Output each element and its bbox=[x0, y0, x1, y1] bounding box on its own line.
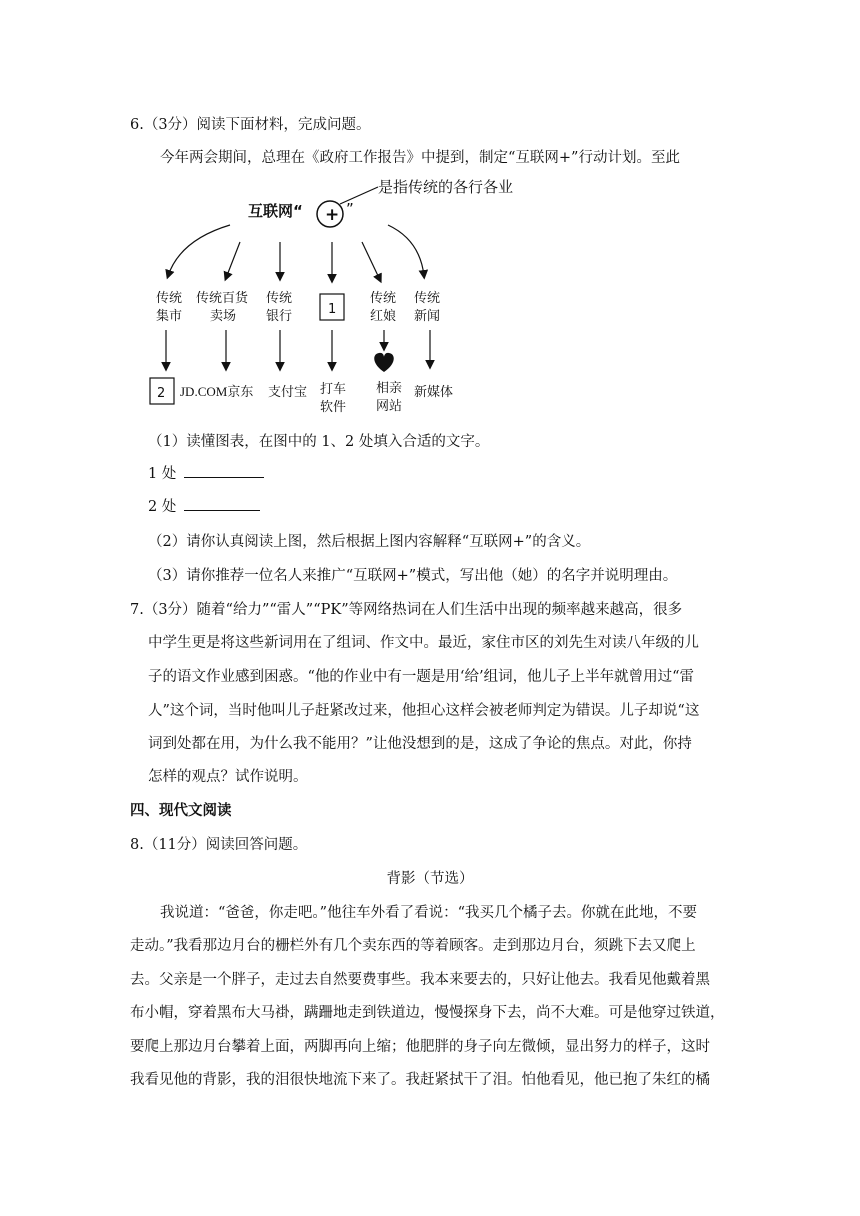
q6-intro: 今年两会期间，总理在《政府工作报告》中提到，制定“互联网+”行动计划。至此 bbox=[160, 150, 680, 166]
q7-line: 怎样的观点？试作说明。 bbox=[148, 769, 308, 785]
q6-sub1: （1）读懂图表，在图中的 1、2 处填入合适的文字。 bbox=[148, 434, 490, 450]
node-traditional-matchmaker: 传统 bbox=[370, 291, 397, 306]
q7-line: 中学生更是将这些新词用在了组词、作文中。最近，家住市区的刘先生对读八年级的儿 bbox=[148, 635, 699, 651]
answer-blank-2[interactable] bbox=[184, 496, 260, 511]
blank2-label: 2 处 bbox=[148, 499, 177, 515]
node-new-media: 新媒体 bbox=[414, 385, 454, 400]
passage-line: 要爬上那边月台攀着上面，两脚再向上缩；他肥胖的身子向左微倾，显出努力的样子，这时 bbox=[130, 1039, 710, 1055]
q6-sub3: （3）请你推荐一位名人来推广“互联网+”模式，写出他（她）的名字并说明理由。 bbox=[148, 568, 678, 584]
q7-line: 词到处都在用，为什么我不能用？”让他没想到的是，这成了争论的焦点。对此，你持 bbox=[148, 736, 692, 752]
q8-header: 8.（11分）阅读回答问题。 bbox=[130, 837, 308, 853]
node-traditional-store: 传统百货 bbox=[196, 291, 249, 306]
node-traditional-matchmaker-2: 红娘 bbox=[370, 309, 397, 324]
passage-title: 背影（节选） bbox=[386, 871, 474, 887]
plus-sign: + bbox=[325, 205, 340, 225]
arrow-2 bbox=[226, 242, 240, 278]
node-alipay: 支付宝 bbox=[268, 385, 308, 400]
q6-blank2-row bbox=[148, 495, 448, 516]
node-dating-site-2: 网站 bbox=[376, 399, 403, 414]
passage-line: 我说道：“爸爸，你走吧。”他往车外看了看说：“我买几个橘子去。你就在此地，不要 bbox=[160, 905, 697, 921]
passage-line: 布小帽，穿着黑布大马褂，蹒跚地走到铁道边，慢慢探身下去，尚不大难。可是他穿过铁道， bbox=[130, 1005, 725, 1021]
q6-header: 6.（3分）阅读下面材料，完成问题。 bbox=[130, 117, 371, 133]
q7-line: 人”这个词，当时他叫儿子赶紧改过来，他担心这样会被老师判定为错误。儿子却说“这 bbox=[148, 703, 700, 719]
answer-blank-1[interactable] bbox=[184, 463, 264, 478]
node-traditional-market-2: 集市 bbox=[156, 309, 183, 324]
node-dating-site: 相亲 bbox=[376, 381, 403, 396]
internet-label-close: ” bbox=[346, 200, 354, 218]
arrow-1 bbox=[168, 225, 230, 276]
q7-line: 7.（3分）随着“给力”“雷人”“PK”等网络热词在人们生活中出现的频率越来越高，很多 bbox=[130, 602, 683, 618]
node-traditional-bank-2: 银行 bbox=[266, 309, 293, 324]
node-taxi-app-2: 软件 bbox=[320, 400, 347, 415]
q6-sub2: （2）请你认真阅读上图，然后根据上图内容解释“互联网+”的含义。 bbox=[148, 534, 591, 550]
heart-icon bbox=[374, 353, 393, 372]
node-traditional-news: 传统 bbox=[414, 291, 441, 306]
internet-label: 互联网“ bbox=[248, 202, 303, 220]
node-jd: JD.COM京东 bbox=[180, 384, 254, 399]
blank-box-1-label: 1 bbox=[328, 302, 337, 317]
node-traditional-store-2: 卖场 bbox=[210, 309, 237, 324]
passage-line: 走动。”我看那边月台的栅栏外有几个卖东西的等着顾客。走到那边月台，须跳下去又爬上 bbox=[130, 938, 696, 954]
passage-line: 我看见他的背影，我的泪很快地流下来了。我赶紧拭干了泪。怕他看见，他已抱了朱红的橘 bbox=[130, 1072, 710, 1088]
blank-box-2-label: 2 bbox=[157, 386, 166, 401]
node-taxi-app: 打车 bbox=[320, 382, 347, 397]
callout-text: 是指传统的各行各业 bbox=[378, 178, 514, 196]
section-title: 四、现代文阅读 bbox=[130, 803, 232, 819]
q6-blank1-row bbox=[148, 462, 448, 483]
arrow-5 bbox=[362, 242, 380, 280]
arrow-6 bbox=[388, 225, 424, 276]
blank1-label: 1 处 bbox=[148, 466, 177, 482]
internet-plus-diagram bbox=[130, 170, 730, 420]
node-traditional-market: 传统 bbox=[156, 291, 183, 306]
passage-line: 去。父亲是一个胖子，走过去自然要费事些。我本来要去的，只好让他去。我看见他戴着黑 bbox=[130, 972, 710, 988]
node-traditional-bank: 传统 bbox=[266, 291, 293, 306]
node-traditional-news-2: 新闻 bbox=[414, 309, 441, 324]
q7-line: 子的语文作业感到困惑。“他的作业中有一题是用‘给’组词，他儿子上半年就曾用过“雷 bbox=[148, 669, 695, 685]
